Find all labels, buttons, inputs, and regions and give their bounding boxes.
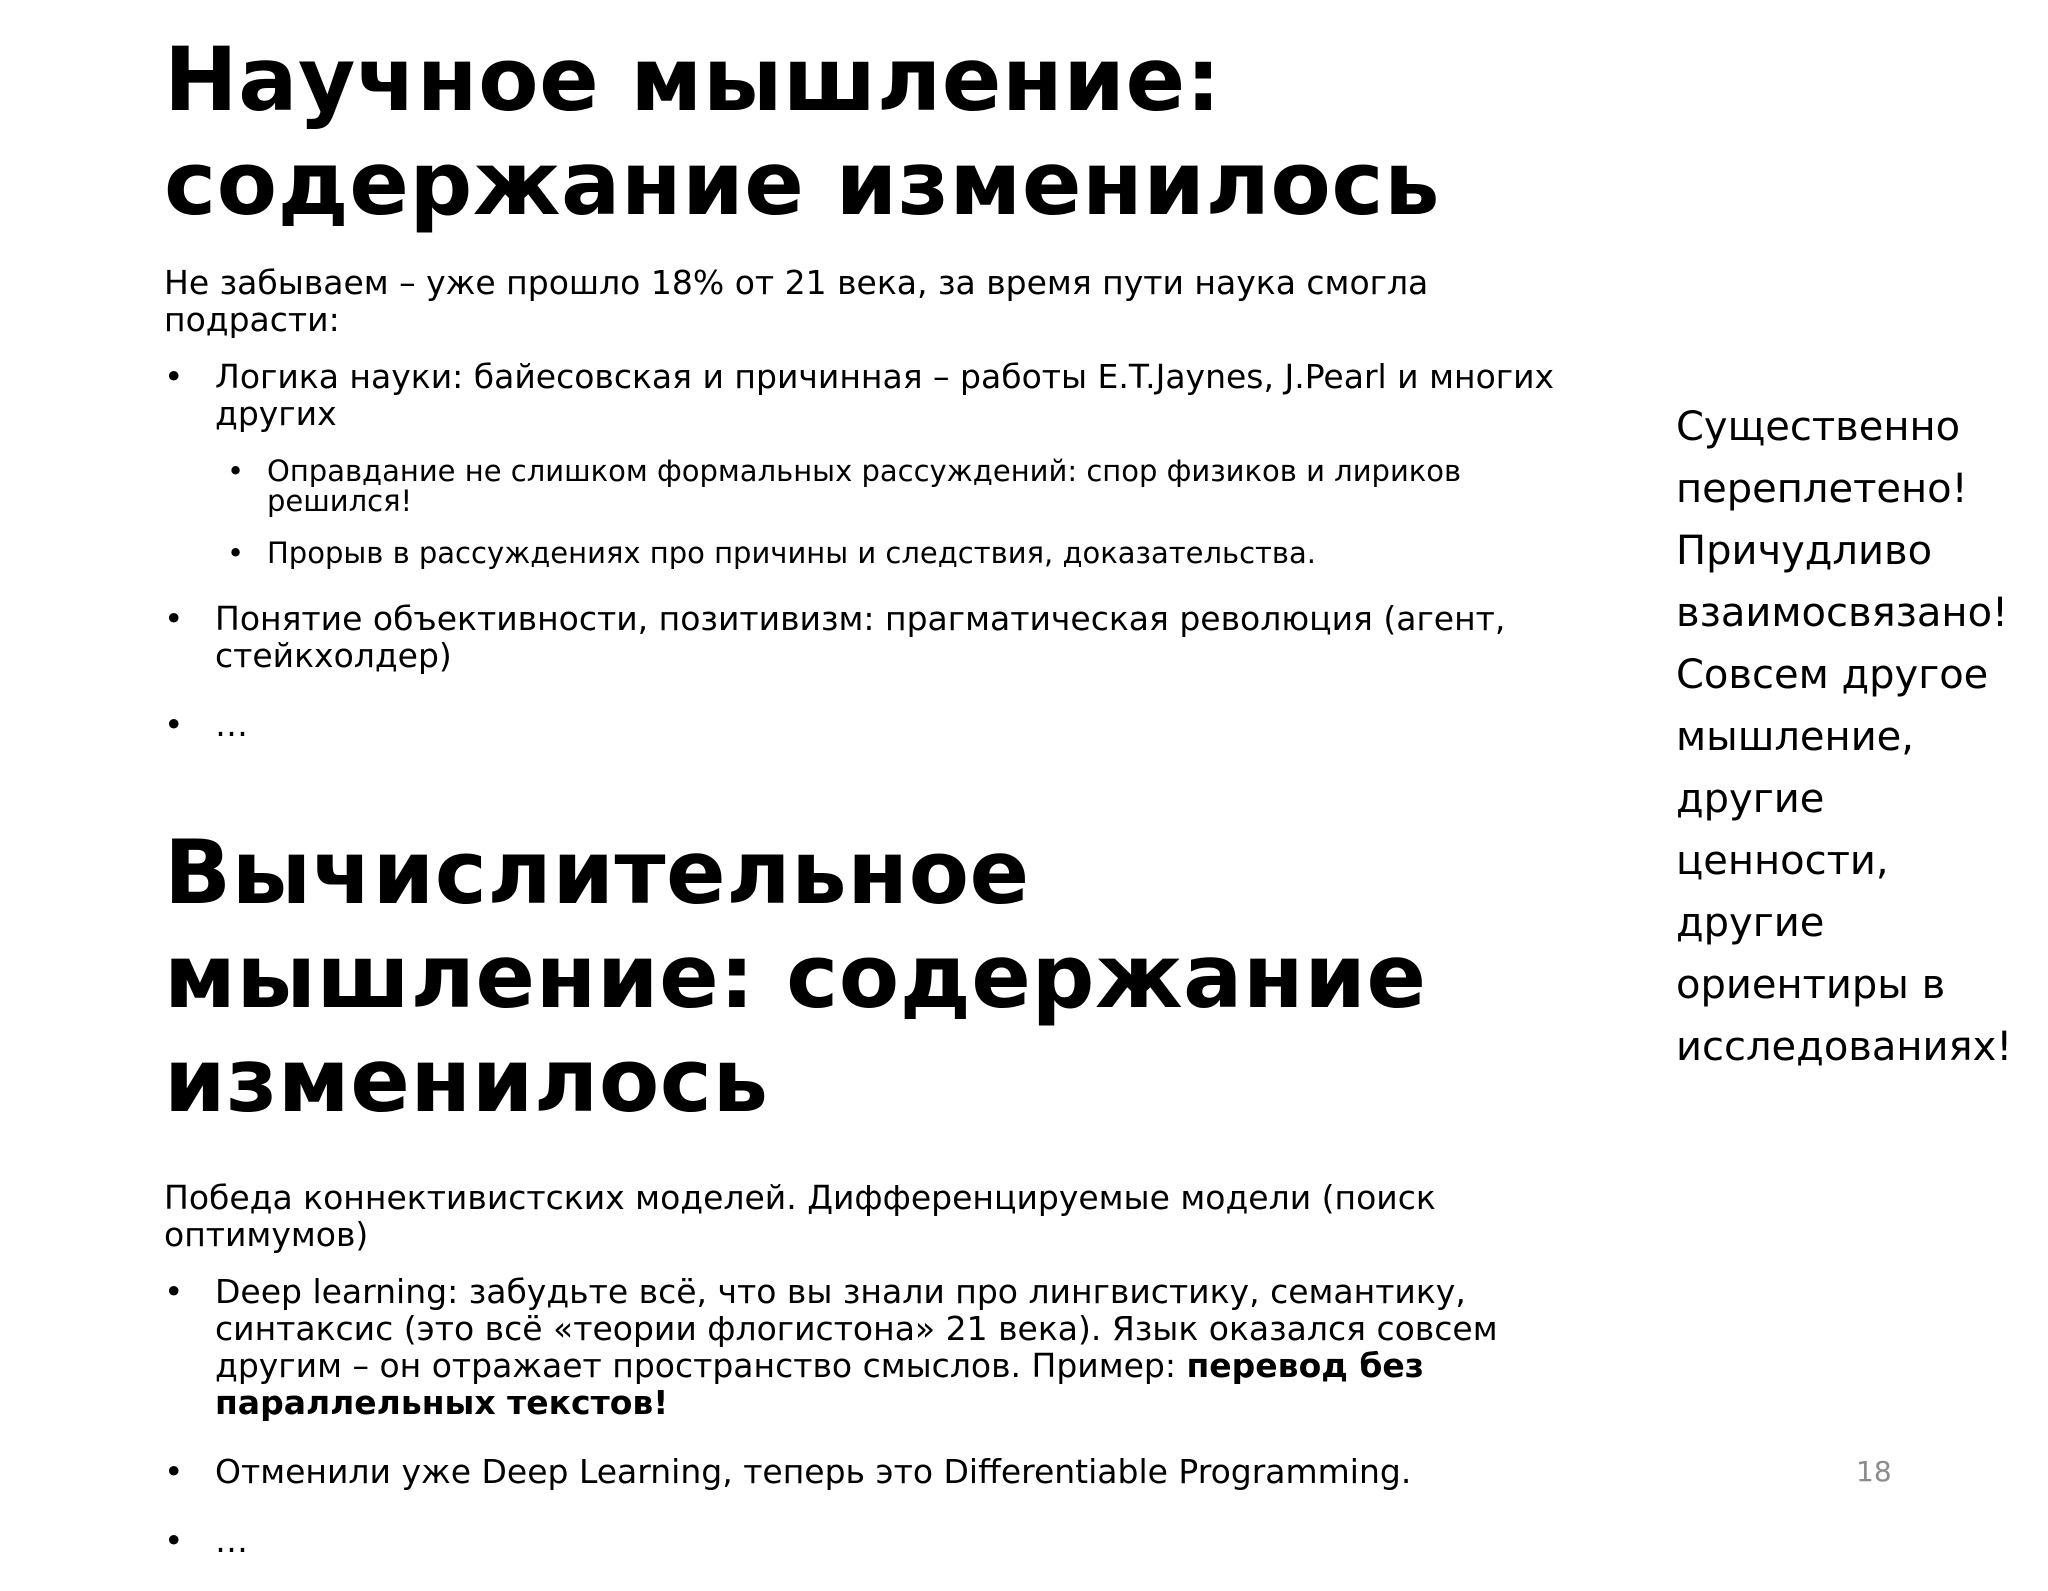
bullet-text: Deep learning: забудьте всё, что вы знали про лингвистику, семантику, синтаксис (это всё «теории флогистона» 21 века). Язык оказался совсем другим – он отражает пространство смыслов. Пример: (215, 1272, 1498, 1385)
main-content (164, 28, 1584, 1591)
bullet-text: … (215, 705, 248, 744)
sub-bullet-text: Прорыв в рассуждениях про причины и следствия, доказательства. (267, 536, 1317, 570)
list-item (164, 538, 1584, 568)
list-item (164, 358, 1584, 568)
bullet-text: Логика науки: байесовская и причинная – работы E.T.Jaynes, J.Pearl и многих других (215, 357, 1555, 433)
bullet-text: Отменили уже Deep Learning, теперь это Differentiable Programming. (215, 1452, 1412, 1491)
list-item (164, 706, 1584, 743)
section1-bullet-list (164, 358, 1584, 743)
bullet-dot: • (227, 536, 245, 570)
bullet-dot: • (164, 1521, 184, 1560)
section2-intro: Победа коннективистских моделей. Дифференцируемые модели (поиск оптимумов) (164, 1178, 1436, 1254)
bullet-dot: • (164, 1452, 184, 1491)
bullet-dot: • (164, 357, 184, 396)
bullet-text: … (215, 1521, 248, 1560)
bullet-emphasis: перевод без параллельных текстов! (215, 1346, 1424, 1422)
section1-intro: Не забываем – уже прошло 18% от 21 века, за время пути наука смогла подрасти: (164, 263, 1429, 339)
page-number: 18 (1856, 1455, 1892, 1488)
section2-bullet-list (164, 1273, 1584, 1559)
bullet-dot: • (164, 599, 184, 638)
bullet-dot: • (164, 1272, 184, 1311)
list-item (164, 1273, 1584, 1421)
list-item (164, 1453, 1584, 1490)
list-item (164, 600, 1584, 674)
section1-title: Научное мышление: содержание изменилось (164, 28, 1441, 235)
sub-bullet-list (164, 456, 1584, 568)
bullet-text: Понятие объективности, позитивизм: прагматическая революция (агент, стейкхолдер) (215, 599, 1506, 675)
section2-title: Вычислительное мышление: содержание изменилось (164, 821, 1427, 1132)
bullet-dot: • (227, 454, 245, 488)
side-note: Существенно переплетено! Причудливо взаимосвязано! Совсем другое мышление, другие ценности, другие ориентиры в исследованиях! (1676, 404, 2013, 1070)
list-item (164, 1522, 1584, 1559)
bullet-dot: • (164, 705, 184, 744)
list-item (164, 456, 1584, 516)
sub-bullet-text: Оправдание не слишком формальных рассуждений: спор физиков и лириков решился! (267, 454, 1462, 518)
